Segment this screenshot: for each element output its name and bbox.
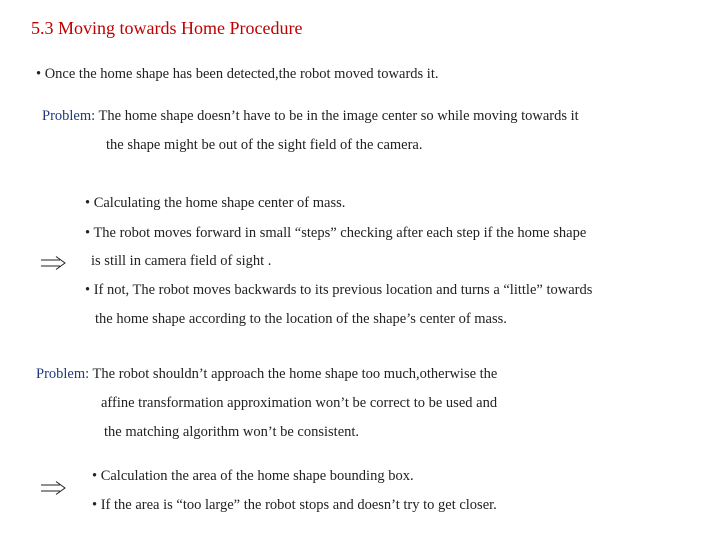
solution-1-bullet-3-line-1: • If not, The robot moves backwards to its previous location and turns a “little” towards xyxy=(85,282,593,298)
intro-bullet: • Once the home shape has been detected,the robot moved towards it. xyxy=(36,66,439,82)
slide-title: 5.3 Moving towards Home Procedure xyxy=(31,18,303,38)
solution-1-bullet-1: • Calculating the home shape center of mass. xyxy=(85,195,346,211)
solution-1-bullet-2-line-1: • The robot moves forward in small “steps” checking after each step if the home shape xyxy=(85,225,587,241)
problem-1-label: Problem: xyxy=(42,108,96,124)
problem-1-text-1: The home shape doesn’t have to be in the image center so while moving towards it xyxy=(95,108,579,124)
solution-2-bullet-1: • Calculation the area of the home shape bounding box. xyxy=(92,468,414,484)
problem-2-line-1 xyxy=(36,366,497,383)
solution-1-bullet-2-line-2: is still in camera field of sight . xyxy=(91,253,272,269)
problem-2-text-1: The robot shouldn’t approach the home shape too much,otherwise the xyxy=(89,366,498,382)
solution-1-bullet-3-line-2: the home shape according to the location of the shape’s center of mass. xyxy=(95,311,507,327)
implies-arrow-icon xyxy=(40,481,66,495)
problem-2-line-2: affine transformation approximation won’t be correct to be used and xyxy=(101,395,498,411)
problem-2-label: Problem: xyxy=(36,366,90,382)
problem-1-line-2: the shape might be out of the sight field of the camera. xyxy=(106,137,423,153)
problem-1-line-1 xyxy=(42,108,579,125)
implies-arrow-icon xyxy=(40,256,66,270)
solution-2-bullet-2: • If the area is “too large” the robot stops and doesn’t try to get closer. xyxy=(92,497,497,513)
problem-2-line-3: the matching algorithm won’t be consistent. xyxy=(104,424,360,440)
